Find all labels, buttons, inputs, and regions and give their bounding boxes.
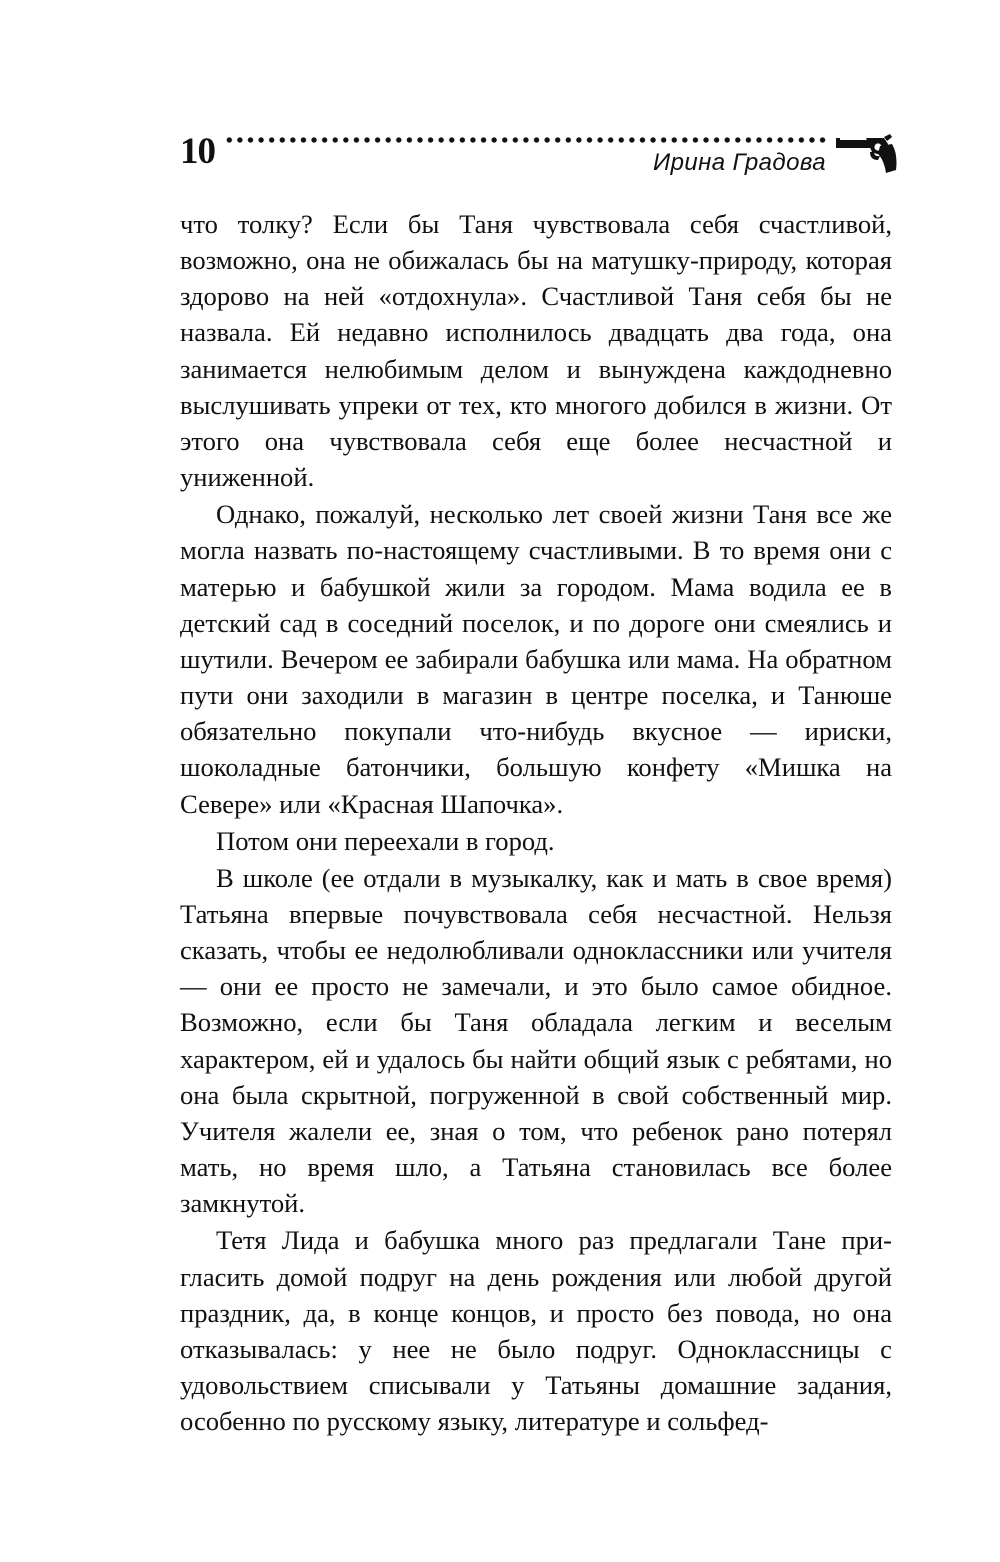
paragraph-1: что толку? Если бы Таня чувствовала себя счастливой, возможно, она не обижалась бы на матушку-природу, которая здорово на ней «отдохнула». Счастливой Таня себя бы не назвала. Ей недавно исполнилось двадцать два года, она занимается нелюбимым делом и вынуждена каждодневно выслушивать упреки от тех, кто многого добился в жизни. От этого она чувствовала себя еще более несчастной и униженной. (180, 209, 892, 493)
paragraph-4: В школе (ее отдали в музыкалку, как и мать в свое время) Татьяна впервые почувствовала себя несчастной. Нельзя сказать, чтобы ее недолюбливали одноклассники или учителя — они ее просто не замечали, и это было самое обидное. Возможно, если бы Таня обладала легким и веселым характером, ей и удалось бы найти общий язык с ребятами, но она была скрытной, погруженной в свой собственный мир. Учителя жалели ее, зная о том, что ребенок рано потерял мать, но время шло, а Татьяна становилась все более замкнутой. (180, 862, 892, 1219)
page-number: 10 (180, 131, 215, 172)
revolver-icon (836, 134, 900, 174)
running-header (180, 128, 900, 184)
author-name: Ирина Градова (653, 149, 826, 176)
paragraph-3: Потом они переехали в город. (216, 825, 555, 856)
paragraph-2: Однако, пожалуй, несколько лет своей жизни Таня все же могла назвать по-настоящему счастливыми. В то время они с матерью и бабушкой жили за городом. Мама водила ее в детский сад в соседний поселок, и по дороге они смеялись и шутили. Вечером ее забирали бабушка или мама. На обратном пути они заходили в магазин в центре поселка, и Танюше обязательно покупали что-нибудь вкусное — ириски, шоколадные батончики, большую конфету «Мишка на Севере» или «Красная Шапочка». (180, 499, 892, 819)
paragraph-5: Тетя Лида и бабушка много раз предлагали Тане пригласить домой подруг на день рождения или любой другой праздник, да, в конце концов, и просто без повода, но она отказывалась: у нее не было подруг. Одноклассницы с удовольствием списывали у Татьяны домашние задания, особенно по русскому языку, литературе и сольфед- (180, 1225, 892, 1437)
header-dotted-rule (224, 134, 830, 146)
page-body-text (180, 206, 892, 1439)
